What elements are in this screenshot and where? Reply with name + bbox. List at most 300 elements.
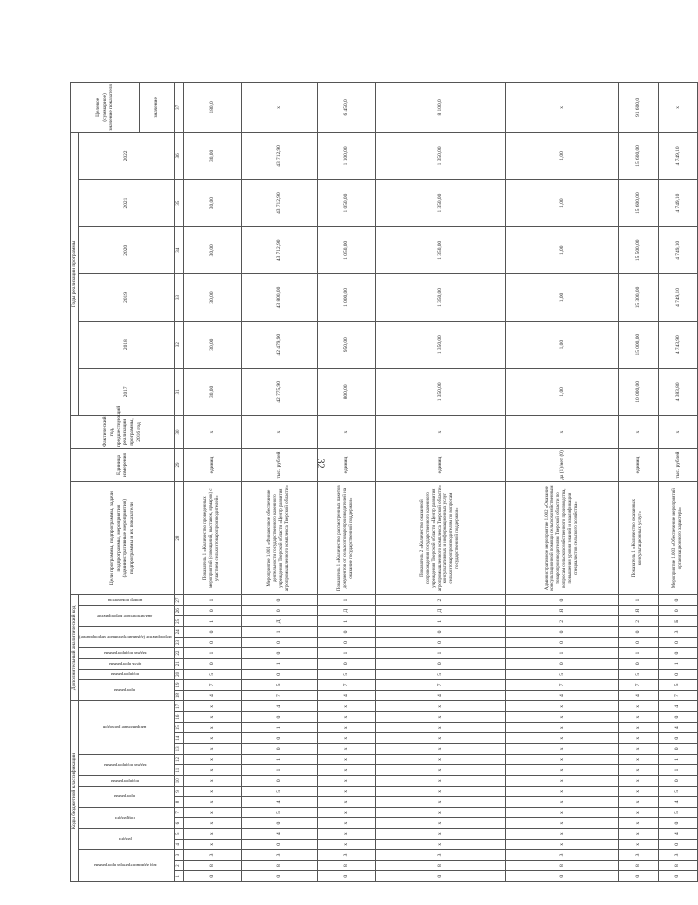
code-cell: 7: [506, 680, 619, 691]
code-cell: Д: [241, 616, 317, 627]
code-cell: 0: [241, 733, 317, 744]
code-cell: x: [183, 765, 241, 776]
code-cell: 0: [658, 839, 698, 850]
code-cell: 4: [241, 828, 317, 839]
table-row: [375, 83, 506, 882]
row-fact: x: [317, 415, 375, 448]
index-cell: 6: [174, 818, 183, 829]
code-cell: x: [375, 839, 506, 850]
row-name: Административное мероприятие 1.002 «Оказание консультационной помощи сельскохозяйственным товаропроизводителям Тверской области по вопросам сельскохозяйственного производства, повышения уровня знаний и квалификации специалистов сельского хозяйства»: [506, 482, 619, 595]
code-cell: 5: [658, 807, 698, 818]
index-cell: 16: [174, 712, 183, 723]
extra-col-header: [78, 605, 174, 626]
year-value: 43 712,90: [241, 132, 317, 179]
code-cell: 1: [241, 658, 317, 669]
code-cell: x: [317, 754, 375, 765]
code-cell: 0: [241, 669, 317, 680]
code-cell: x: [183, 807, 241, 818]
code-cell: 3: [183, 850, 241, 861]
code-cell: 1: [619, 648, 659, 659]
code-cell: x: [506, 807, 619, 818]
index-cell: 21: [174, 658, 183, 669]
code-cell: 0: [317, 637, 375, 648]
final-value: 180,0: [183, 83, 241, 133]
code-cell: x: [506, 775, 619, 786]
code-cell: 5: [241, 807, 317, 818]
code-cell: 5: [658, 680, 698, 691]
code-cell: x: [619, 786, 659, 797]
code-cell: 7: [183, 680, 241, 691]
code-cell: x: [183, 786, 241, 797]
code-cell: 0: [241, 648, 317, 659]
code-cell: 0: [375, 658, 506, 669]
budget-col-header: [78, 786, 174, 807]
extra-col-header-text: подпрограмма: [111, 672, 140, 678]
extra-col-header-text: мероприятие (административное мероприятие): [78, 635, 172, 641]
code-cell: 2: [619, 616, 659, 627]
year-value: 800,00: [317, 368, 375, 415]
code-cell: 0: [183, 605, 241, 616]
index-cell: 14: [174, 733, 183, 744]
budget-col-header: [78, 754, 174, 775]
code-cell: x: [183, 754, 241, 765]
code-cell: x: [317, 807, 375, 818]
code-cell: 0: [183, 627, 241, 638]
year-value: 42 479,90: [241, 321, 317, 368]
row-unit: единиц: [375, 448, 506, 481]
code-cell: 0: [241, 871, 317, 882]
code-cell: x: [183, 775, 241, 786]
code-cell: 0: [506, 595, 619, 606]
code-cell: x: [375, 754, 506, 765]
table-row: [317, 83, 375, 882]
code-cell: 0: [506, 658, 619, 669]
index-cell: 25: [174, 616, 183, 627]
code-cell: 1: [241, 765, 317, 776]
index-row: [174, 83, 183, 882]
year-header: 2020: [78, 227, 174, 274]
code-cell: 7: [658, 690, 698, 701]
year-value: 1 100,00: [317, 132, 375, 179]
index-cell: 27: [174, 595, 183, 606]
code-cell: 5: [241, 680, 317, 691]
code-cell: x: [375, 701, 506, 712]
code-cell: x: [506, 701, 619, 712]
index-cell: 3: [174, 850, 183, 861]
year-value: 1 050,00: [317, 227, 375, 274]
extra-col-header-text: задача подпрограммы: [103, 651, 147, 656]
budget-col-header-text: задача подпрограммы: [103, 762, 147, 768]
code-cell: 4: [506, 690, 619, 701]
index-cell: 28: [174, 482, 183, 595]
code-cell: 4: [241, 797, 317, 808]
row-fact: x: [241, 415, 317, 448]
code-cell: 4: [658, 722, 698, 733]
code-cell: x: [506, 786, 619, 797]
extra-col-header-text: номер показателя: [107, 597, 143, 603]
final-value: 6 450,0: [317, 83, 375, 133]
code-cell: x: [619, 828, 659, 839]
year-value: 43 712,90: [241, 180, 317, 227]
year-value: 30,00: [183, 227, 241, 274]
code-cell: 0: [375, 637, 506, 648]
extra-col-header: [78, 595, 174, 606]
code-cell: x: [506, 712, 619, 723]
code-cell: x: [619, 775, 659, 786]
year-value: 10 000,00: [619, 368, 659, 415]
code-cell: x: [375, 818, 506, 829]
code-cell: x: [375, 797, 506, 808]
year-value: 43 712,90: [241, 227, 317, 274]
year-value: 1 350,00: [375, 368, 506, 415]
row-name: Показатель 1 «Количество рассмотренных пакетов документов от сельхозтоваропроизводителей на оказание государственной поддержки»: [317, 482, 375, 595]
year-value: 30,00: [183, 132, 241, 179]
code-cell: x: [506, 839, 619, 850]
year-value: 1,00: [506, 274, 619, 321]
code-cell: x: [506, 722, 619, 733]
budget-col-header: [78, 850, 174, 882]
code-cell: 0: [658, 605, 698, 616]
code-cell: 1: [183, 616, 241, 627]
year-value: 1,00: [506, 132, 619, 179]
code-cell: 1: [183, 648, 241, 659]
code-cell: 8: [375, 860, 506, 871]
code-cell: 0: [506, 637, 619, 648]
code-cell: x: [317, 828, 375, 839]
code-cell: 1: [241, 754, 317, 765]
code-cell: Д: [375, 605, 506, 616]
code-cell: x: [619, 701, 659, 712]
final-value: 91 600,0: [619, 83, 659, 133]
table-row: [183, 83, 241, 882]
year-value: 15 600,00: [619, 132, 659, 179]
table-row: [658, 83, 698, 882]
year-value: 1 350,00: [375, 321, 506, 368]
row-unit: тыс. рублей: [658, 448, 698, 481]
code-cell: 1: [506, 648, 619, 659]
year-header: 2019: [78, 274, 174, 321]
year-value: 1 350,00: [375, 227, 506, 274]
row-fact: x: [658, 415, 698, 448]
row-unit: единиц: [317, 448, 375, 481]
code-cell: 0: [658, 637, 698, 648]
code-cell: 0: [183, 871, 241, 882]
code-cell: x: [317, 701, 375, 712]
code-cell: 0: [375, 627, 506, 638]
index-cell: 7: [174, 807, 183, 818]
year-value: 950,00: [317, 321, 375, 368]
code-cell: 0: [183, 658, 241, 669]
code-cell: x: [183, 712, 241, 723]
code-cell: 1: [317, 648, 375, 659]
budget-col-header: [78, 775, 174, 786]
code-cell: 0: [658, 595, 698, 606]
index-cell: 33: [174, 274, 183, 321]
index-cell: 24: [174, 627, 183, 638]
index-cell: 5: [174, 828, 183, 839]
row-unit: единиц: [183, 448, 241, 481]
code-cell: 8: [183, 860, 241, 871]
code-cell: x: [506, 818, 619, 829]
table-row: [241, 83, 317, 882]
year-value: 4 749,10: [658, 132, 698, 179]
row-fact: x: [619, 415, 659, 448]
code-cell: 2: [375, 595, 506, 606]
row-fact: x: [506, 415, 619, 448]
row-name: Мероприятие 1.003 «Обеспечение мероприятий организационного характера»: [658, 482, 698, 595]
year-header: 2017: [78, 368, 174, 415]
year-value: 4 749,10: [658, 180, 698, 227]
code-cell: 1: [658, 754, 698, 765]
code-cell: x: [183, 733, 241, 744]
index-cell: 18: [174, 690, 183, 701]
unit-column-header: Единица измерения: [71, 448, 175, 481]
code-cell: x: [506, 744, 619, 755]
row-unit: единиц: [619, 448, 659, 481]
year-value: 15 000,00: [619, 321, 659, 368]
row-name: Показатель 1 «Количество проведенных мероприятий (совещаний, выставок, ярмарок) с участием сельхозтоваропроизводителей»: [183, 482, 241, 595]
code-cell: 0: [658, 648, 698, 659]
code-cell: 4: [317, 690, 375, 701]
year-value: 30,00: [183, 368, 241, 415]
extra-col-header: [78, 669, 174, 680]
index-cell: 32: [174, 321, 183, 368]
code-cell: 5: [619, 669, 659, 680]
code-cell: x: [506, 765, 619, 776]
final-value: x: [241, 83, 317, 133]
index-cell: 35: [174, 180, 183, 227]
index-cell: 29: [174, 448, 183, 481]
index-cell: 26: [174, 605, 183, 616]
extra-col-header: [78, 680, 174, 701]
name-column-header: Цели программы, подпрограммы, задачи подпрограммы, мероприятия (административные мероприятия) подпрограммы и их показатели: [71, 482, 175, 595]
code-cell: 5: [317, 669, 375, 680]
budget-col-header: [78, 828, 174, 849]
code-cell: x: [317, 786, 375, 797]
year-value: 1,00: [506, 368, 619, 415]
index-cell: 12: [174, 754, 183, 765]
code-cell: 0: [241, 712, 317, 723]
code-cell: x: [506, 797, 619, 808]
code-cell: x: [619, 839, 659, 850]
code-cell: x: [183, 722, 241, 733]
year-value: 1 050,00: [317, 180, 375, 227]
code-cell: x: [619, 765, 659, 776]
code-cell: 8: [317, 860, 375, 871]
table-row: [619, 83, 659, 882]
index-cell: 10: [174, 775, 183, 786]
code-cell: 1: [241, 627, 317, 638]
code-cell: 7: [375, 680, 506, 691]
index-cell: 8: [174, 797, 183, 808]
code-cell: 8: [506, 860, 619, 871]
code-cell: 5: [375, 669, 506, 680]
index-cell: 20: [174, 669, 183, 680]
code-cell: 4: [619, 690, 659, 701]
final-value: x: [506, 83, 619, 133]
year-value: 1 350,00: [375, 274, 506, 321]
code-cell: x: [183, 744, 241, 755]
code-cell: 5: [506, 669, 619, 680]
code-cell: 7: [619, 680, 659, 691]
code-cell: Д: [317, 605, 375, 616]
code-cell: x: [317, 722, 375, 733]
year-value: 42 775,90: [241, 368, 317, 415]
index-cell: 36: [174, 132, 183, 179]
code-cell: x: [619, 722, 659, 733]
code-cell: x: [619, 818, 659, 829]
extra-col-header-text: аналитическое мероприятие: [97, 613, 153, 619]
code-cell: 3: [241, 850, 317, 861]
code-cell: 7: [317, 680, 375, 691]
code-cell: 1: [241, 722, 317, 733]
code-cell: 0: [658, 712, 698, 723]
code-cell: 4: [241, 701, 317, 712]
code-cell: 0: [506, 871, 619, 882]
extra-col-header-text: цель программы: [108, 661, 142, 667]
code-cell: 0: [241, 818, 317, 829]
extra-col-header: [78, 658, 174, 669]
code-cell: 8: [658, 860, 698, 871]
code-cell: 1: [658, 765, 698, 776]
budget-col-header: [78, 701, 174, 754]
code-cell: 8: [241, 860, 317, 871]
code-cell: x: [317, 712, 375, 723]
code-cell: 4: [375, 690, 506, 701]
code-cell: 0: [241, 775, 317, 786]
code-cell: 1: [658, 658, 698, 669]
code-cell: 0: [658, 775, 698, 786]
index-cell: 17: [174, 701, 183, 712]
table-row: [506, 83, 619, 882]
year-header: 2022: [78, 132, 174, 179]
year-value: 30,00: [183, 180, 241, 227]
final-sub-header: значение: [139, 83, 174, 133]
code-cell: x: [375, 828, 506, 839]
program-table: [70, 82, 698, 882]
code-cell: x: [619, 807, 659, 818]
code-cell: 0: [317, 658, 375, 669]
row-fact: x: [183, 415, 241, 448]
row-unit: тыс. рублей: [241, 448, 317, 481]
code-cell: 1: [375, 616, 506, 627]
code-cell: 0: [241, 744, 317, 755]
budget-group-header: Коды бюджетной классификации: [71, 701, 79, 882]
code-cell: 0: [317, 871, 375, 882]
code-cell: 5: [658, 786, 698, 797]
row-name: Мероприятие 1.001 «Финансовое обеспечение деятельности государственного казенного учреждения Тверской области «Центр развития агропромышленного комплекса Тверской области»: [241, 482, 317, 595]
fact-column-header: Фактический год, предшествующий реализации программы, 2016 год: [71, 415, 175, 448]
code-cell: x: [375, 712, 506, 723]
code-cell: 0: [658, 818, 698, 829]
code-cell: x: [375, 722, 506, 733]
code-cell: 0: [619, 637, 659, 648]
index-cell: 1: [174, 871, 183, 882]
row-name: Показатель 1 «Количество оказанных консультационных услуг»: [619, 482, 659, 595]
code-cell: 0: [658, 744, 698, 755]
index-cell: 34: [174, 227, 183, 274]
code-cell: 3: [506, 850, 619, 861]
code-cell: 0: [183, 637, 241, 648]
year-value: 15 600,00: [619, 180, 659, 227]
final-value: x: [658, 83, 698, 133]
budget-col-header-text: код администратора программы: [93, 863, 157, 869]
code-cell: 3: [619, 850, 659, 861]
code-cell: x: [506, 733, 619, 744]
row-unit: да (1)/нет (0): [506, 448, 619, 481]
code-cell: x: [619, 744, 659, 755]
code-cell: x: [619, 712, 659, 723]
budget-col-header-text: направление расходов: [103, 725, 147, 731]
year-value: 43 800,00: [241, 274, 317, 321]
code-cell: 1: [619, 595, 659, 606]
code-cell: x: [375, 807, 506, 818]
index-cell: 31: [174, 368, 183, 415]
code-cell: x: [619, 797, 659, 808]
code-cell: x: [375, 765, 506, 776]
code-cell: 0: [241, 637, 317, 648]
final-column-header: Целевое (суммарное) значение показателя: [71, 83, 140, 133]
year-value: 1 350,00: [375, 132, 506, 179]
index-cell: 11: [174, 765, 183, 776]
year-value: 1,00: [506, 227, 619, 274]
code-cell: x: [317, 765, 375, 776]
index-cell: 23: [174, 637, 183, 648]
code-cell: 0: [619, 658, 659, 669]
code-cell: x: [183, 818, 241, 829]
year-value: 4 749,10: [658, 274, 698, 321]
extra-col-header-text: программа: [114, 688, 136, 694]
budget-col-header: [78, 807, 174, 828]
extra-code-header: Дополнительный аналитический код: [71, 595, 79, 701]
budget-col-header-text: программа: [114, 794, 136, 800]
code-cell: x: [317, 744, 375, 755]
code-cell: 2: [506, 616, 619, 627]
code-cell: 0: [658, 669, 698, 680]
code-cell: x: [619, 754, 659, 765]
code-cell: x: [619, 733, 659, 744]
year-value: 4 743,90: [658, 321, 698, 368]
code-cell: Я: [506, 605, 619, 616]
code-cell: 0: [658, 871, 698, 882]
code-cell: x: [183, 839, 241, 850]
code-cell: 0: [658, 733, 698, 744]
code-cell: x: [506, 754, 619, 765]
code-cell: 1: [317, 616, 375, 627]
index-cell: 37: [174, 83, 183, 133]
year-value: 30,00: [183, 321, 241, 368]
budget-col-header-text: раздел: [118, 836, 132, 842]
code-cell: x: [375, 775, 506, 786]
header-row-groups: [71, 83, 79, 882]
code-cell: x: [317, 839, 375, 850]
code-cell: x: [183, 828, 241, 839]
page-number: 32: [314, 458, 326, 469]
years-group-header: Годы реализации программы: [71, 132, 79, 415]
code-cell: 4: [658, 701, 698, 712]
budget-col-header-text: подраздел: [115, 815, 135, 821]
index-cell: 13: [174, 744, 183, 755]
code-cell: x: [183, 797, 241, 808]
code-cell: 1: [375, 648, 506, 659]
code-cell: Я: [619, 605, 659, 616]
code-cell: 3: [658, 850, 698, 861]
year-value: 1,00: [506, 180, 619, 227]
index-cell: 2: [174, 860, 183, 871]
code-cell: 5: [183, 669, 241, 680]
year-value: 15 500,00: [619, 227, 659, 274]
code-cell: 0: [241, 839, 317, 850]
